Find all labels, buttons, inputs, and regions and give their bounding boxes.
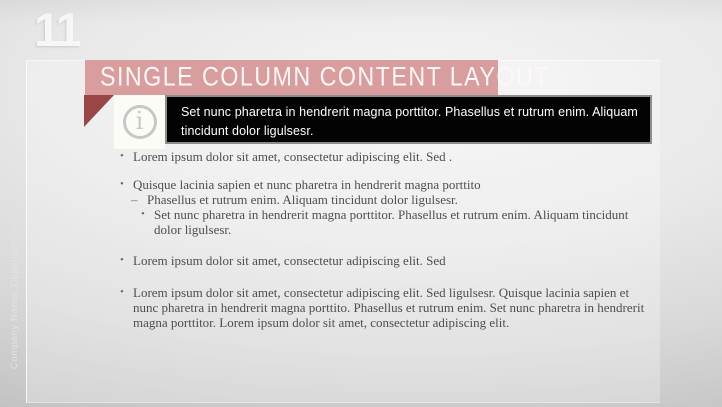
bullet-item bbox=[114, 149, 650, 164]
callout-text: Set nunc pharetra in hendrerit magna porttitor. Phasellus et rutrum enim. Aliquam tincidunt dolor ligulsesr. bbox=[181, 105, 638, 138]
sidebar-credit bbox=[5, 196, 23, 388]
bullet-item bbox=[114, 285, 650, 330]
bullet-marker: • bbox=[120, 178, 124, 190]
bullet-marker: • bbox=[120, 254, 124, 266]
bullet-text: Quisque lacinia sapien et nunc pharetra in hendrerit magna porttito bbox=[133, 177, 481, 192]
bullet-item-sub bbox=[131, 192, 650, 207]
bullet-group bbox=[114, 177, 650, 237]
bullet-list bbox=[114, 149, 650, 343]
bullet-text: Phasellus et rutrum enim. Aliquam tincidunt dolor ligulsesr. bbox=[147, 192, 458, 207]
bullet-marker: • bbox=[120, 150, 124, 162]
bullet-marker: • bbox=[120, 286, 124, 298]
slide-title: SINGLE COLUMN CONTENT LAYOUT bbox=[100, 62, 550, 92]
callout-icon-box bbox=[114, 95, 165, 149]
sidebar-credit-text: Company Name, Copyright 2013 bbox=[8, 214, 20, 370]
bullet-item-subsub bbox=[141, 207, 650, 237]
slide-page-number: 11 bbox=[34, 3, 80, 56]
bullet-text: Lorem ipsum dolor sit amet, consectetur adipiscing elit. Sed bbox=[133, 253, 446, 268]
bullet-text: Lorem ipsum dolor sit amet, consectetur adipiscing elit. Sed ligulsesr. Quisque lacinia sapien et nunc pharetra in hendrerit magna porttito. Phasellus et rutrum enim. Set nunc pharetra in hendrerit magna porttitor. Lorem ipsum dolor sit amet, consectetur adipiscing elit. bbox=[133, 285, 645, 330]
bullet-item bbox=[114, 177, 650, 192]
callout-text-box bbox=[165, 95, 652, 144]
info-icon bbox=[123, 105, 157, 139]
bullet-marker: – bbox=[131, 192, 138, 207]
bullet-text: Set nunc pharetra in hendrerit magna porttitor. Phasellus et rutrum enim. Aliquam tincidunt dolor ligulsesr. bbox=[154, 207, 629, 237]
bullet-text: Lorem ipsum dolor sit amet, consectetur adipiscing elit. Sed . bbox=[133, 149, 453, 164]
bullet-item bbox=[114, 253, 650, 268]
title-banner bbox=[85, 60, 550, 95]
bullet-marker: • bbox=[141, 208, 145, 220]
info-icon-glyph: i bbox=[135, 107, 144, 135]
